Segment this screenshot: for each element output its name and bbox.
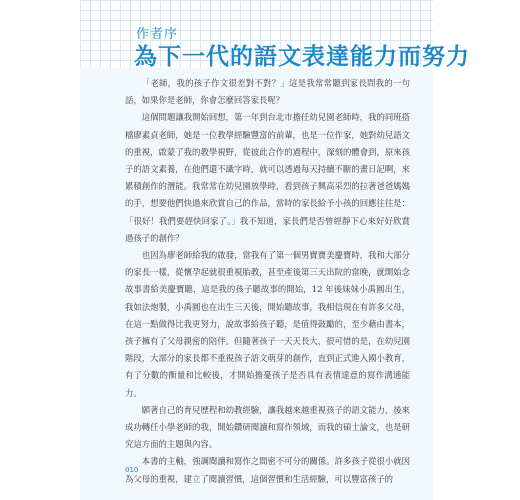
paragraph: 這個問題讓我開始回想，第一年到台北市擔任幼兒園老師時，我的同班搭檔廖素貞老師，她是一位教學經驗豐富的前輩，也是一位作家，她對幼兒語文的重視，啟蒙了我的教學視野，從彼此合作的過程中，深刻的體會到，原來孩子的語文素養，在他們還不識字時，就可以透過每天持續不斷的畫日記啊，來累積創作的潛能。我常常在幼兒園放學時，看到孩子興高采烈的拉著爸爸媽媽的手，想要他們快過來欣賞自己的作品，當時的家長給予小孩的回應往往是：「很好！我們要趕快回家了。」我不知道，家長們是否曾經靜下心來好好欣賞過孩子的創作？ <box>125 112 410 243</box>
page-number: 010 <box>125 466 139 474</box>
paragraph: 本書的主軸，強調閱讀和寫作之間密不可分的關係。許多孩子從很小就因為父母的重視，建立了閱讀習慣，這個習慣和生活經驗，可以豐富孩子的 <box>125 456 410 484</box>
page-title: 為下一代的語文表達能力而努力 <box>134 44 470 70</box>
paragraph: 「老師，我的孩子作文很差對不對？」這是我常常聽到家長問我的一句話，如果你是老師，你會怎麼回答家長呢？ <box>125 78 410 106</box>
section-label: 作者序 <box>136 27 179 42</box>
body-text <box>125 75 410 488</box>
paragraph: 也因為廖老師給我的啟發，當我有了第一個男寶寶美慶寶時，我和大部分的家長一樣，從懷孕起就很重視胎教，甚至產後第三天出院的當晚，就開始念故事書給美慶寶聽，這是我的孩子聽故事的開始，12 年後妹妹小禹圓出生，我如法炮製，小禹圓也在出生三天後，開始聽故事，我相信現在有許多父母，在這一點做得比我更努力，說故事給孩子聽，是值得鼓勵的，至少藉由書本，孩子擁有了父母親密的陪伴。但隨著孩子一天天長大，很可惜的是，在幼兒園階段，大部分的家長都不重視孩子語文萌芽的創作，直到正式進入國小教育，有了分數的衡量和比較後，才開始擔憂孩子是否具有表情達意的寫作溝通能力。 <box>125 250 410 398</box>
paragraph: 願著自己的育兒歷程和幼教經驗，讓我越來越重視孩子的語文能力，後來成功轉任小學老師的我，開始鑽研閱讀和寫作領域，而我的碩士論文，也是研究這方面的主題與內容。 <box>125 404 410 450</box>
